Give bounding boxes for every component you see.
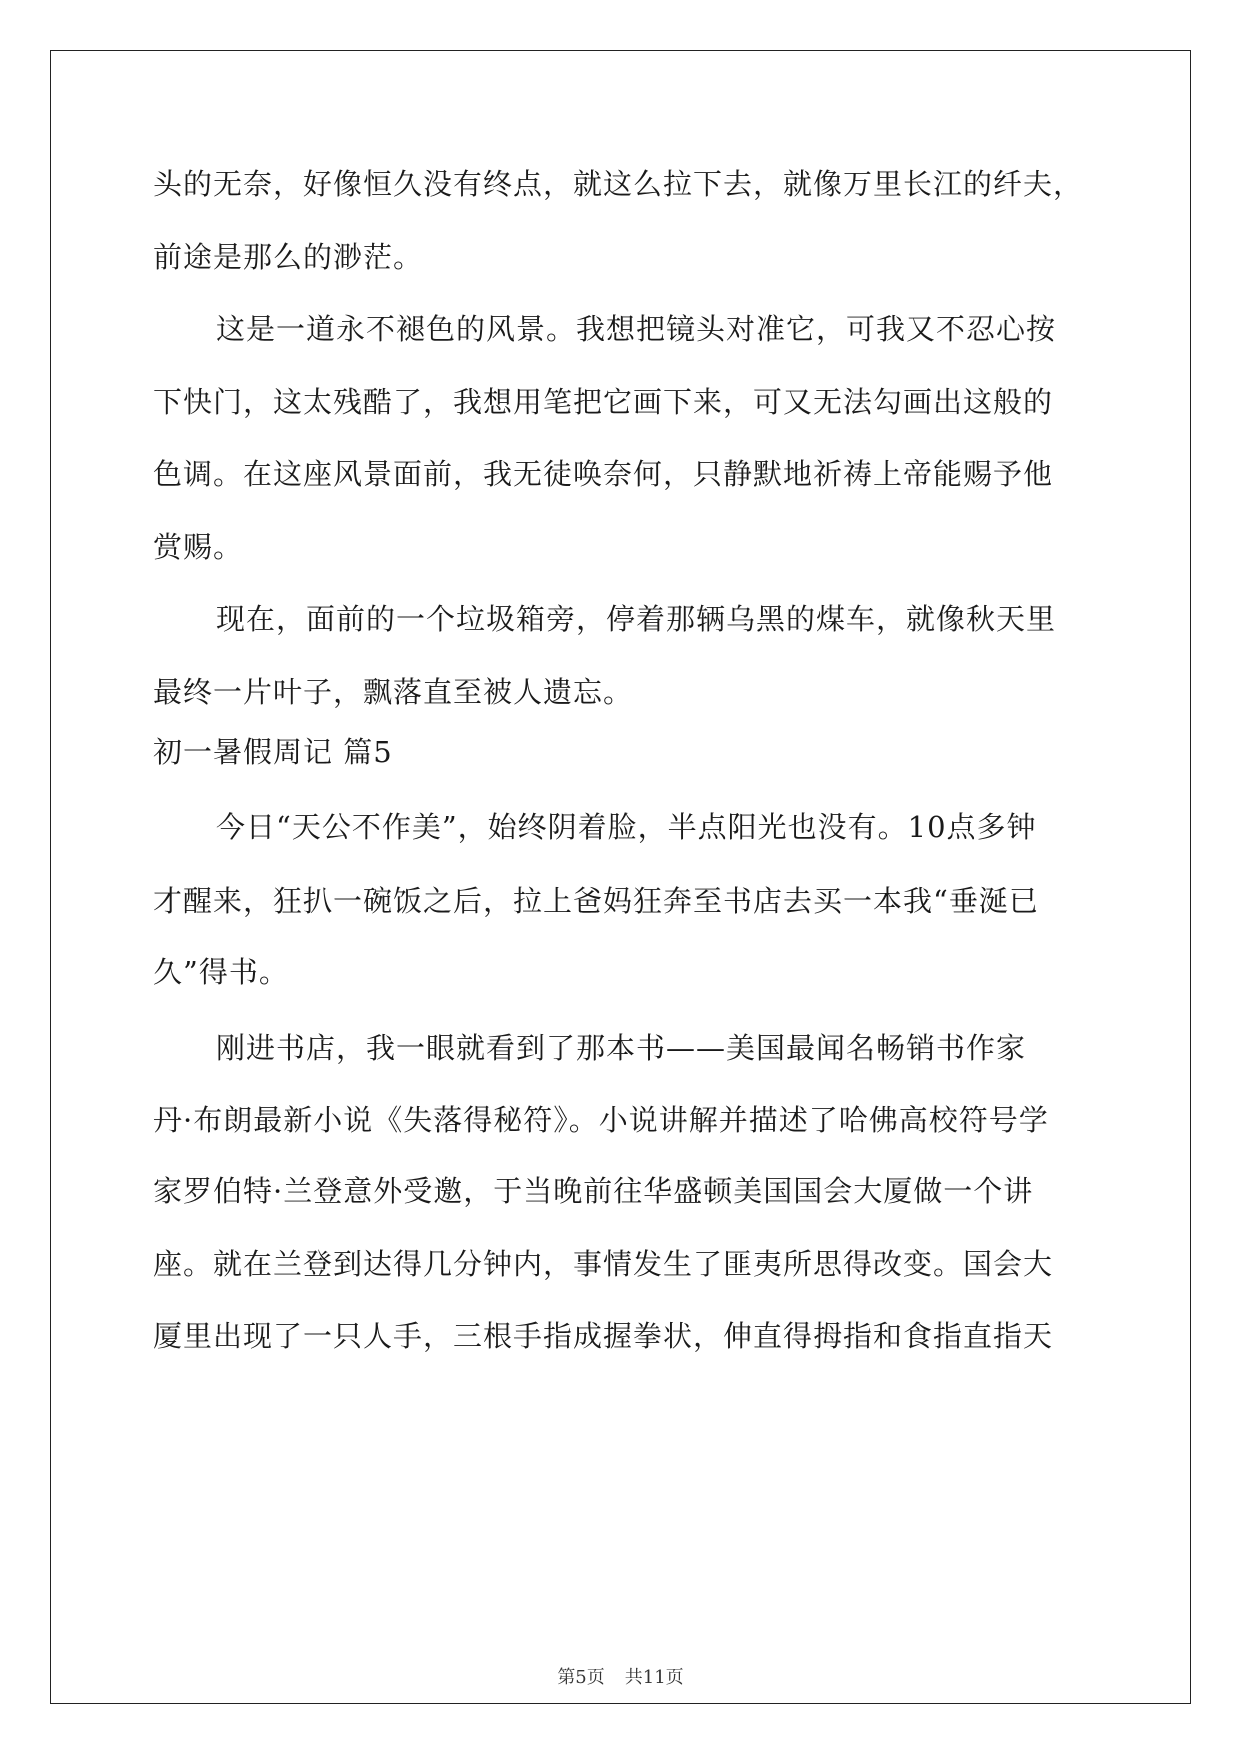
text-line-15: 家罗伯特·兰登意外受邀，于当晚前往华盛顿美国国会大厦做一个讲: [153, 1174, 1034, 1208]
text-line-10: 今日“天公不作美”，始终阴着脸，半点阳光也没有。10点多钟: [216, 810, 1037, 844]
text-line-8: 最终一片叶子，飘落直至被人遗忘。: [153, 675, 634, 709]
text-line-6: 赏赐。: [153, 530, 244, 564]
section-heading: 初一暑假周记 篇5: [153, 735, 393, 769]
text-line-7: 现在，面前的一个垃圾箱旁，停着那辆乌黑的煤车，就像秋天里: [216, 602, 1057, 636]
text-line-11: 才醒来，狂扒一碗饭之后，拉上爸妈狂奔至书店去买一本我“垂涎已: [153, 884, 1039, 918]
text-line-2: 前途是那么的渺茫。: [153, 240, 424, 274]
text-line-4: 下快门，这太残酷了，我想用笔把它画下来，可又无法勾画出这般的: [153, 385, 1054, 419]
text-line-16: 座。就在兰登到达得几分钟内，事情发生了匪夷所思得改变。国会大: [153, 1247, 1054, 1281]
text-line-3: 这是一道永不褪色的风景。我想把镜头对准它，可我又不忍心按: [216, 312, 1057, 346]
text-line-12: 久”得书。: [153, 955, 289, 989]
page-total: 共11页: [624, 1667, 684, 1688]
page-border: [50, 50, 1191, 1704]
text-line-1: 头的无奈，好像恒久没有终点，就这么拉下去，就像万里长江的纤夫，: [153, 167, 1084, 201]
text-line-14: 丹·布朗最新小说《失落得秘符》。小说讲解并描述了哈佛高校符号学: [153, 1103, 1049, 1137]
text-line-13: 刚进书店，我一眼就看到了那本书——美国最闻名畅销书作家: [216, 1031, 1027, 1065]
text-line-17: 厦里出现了一只人手，三根手指成握拳状，伸直得拇指和食指直指天: [153, 1319, 1054, 1353]
page-number: 第5页: [557, 1667, 605, 1688]
page-footer: [0, 1663, 1241, 1689]
text-line-5: 色调。在这座风景面前，我无徒唤奈何，只静默地祈祷上帝能赐予他: [153, 457, 1054, 491]
